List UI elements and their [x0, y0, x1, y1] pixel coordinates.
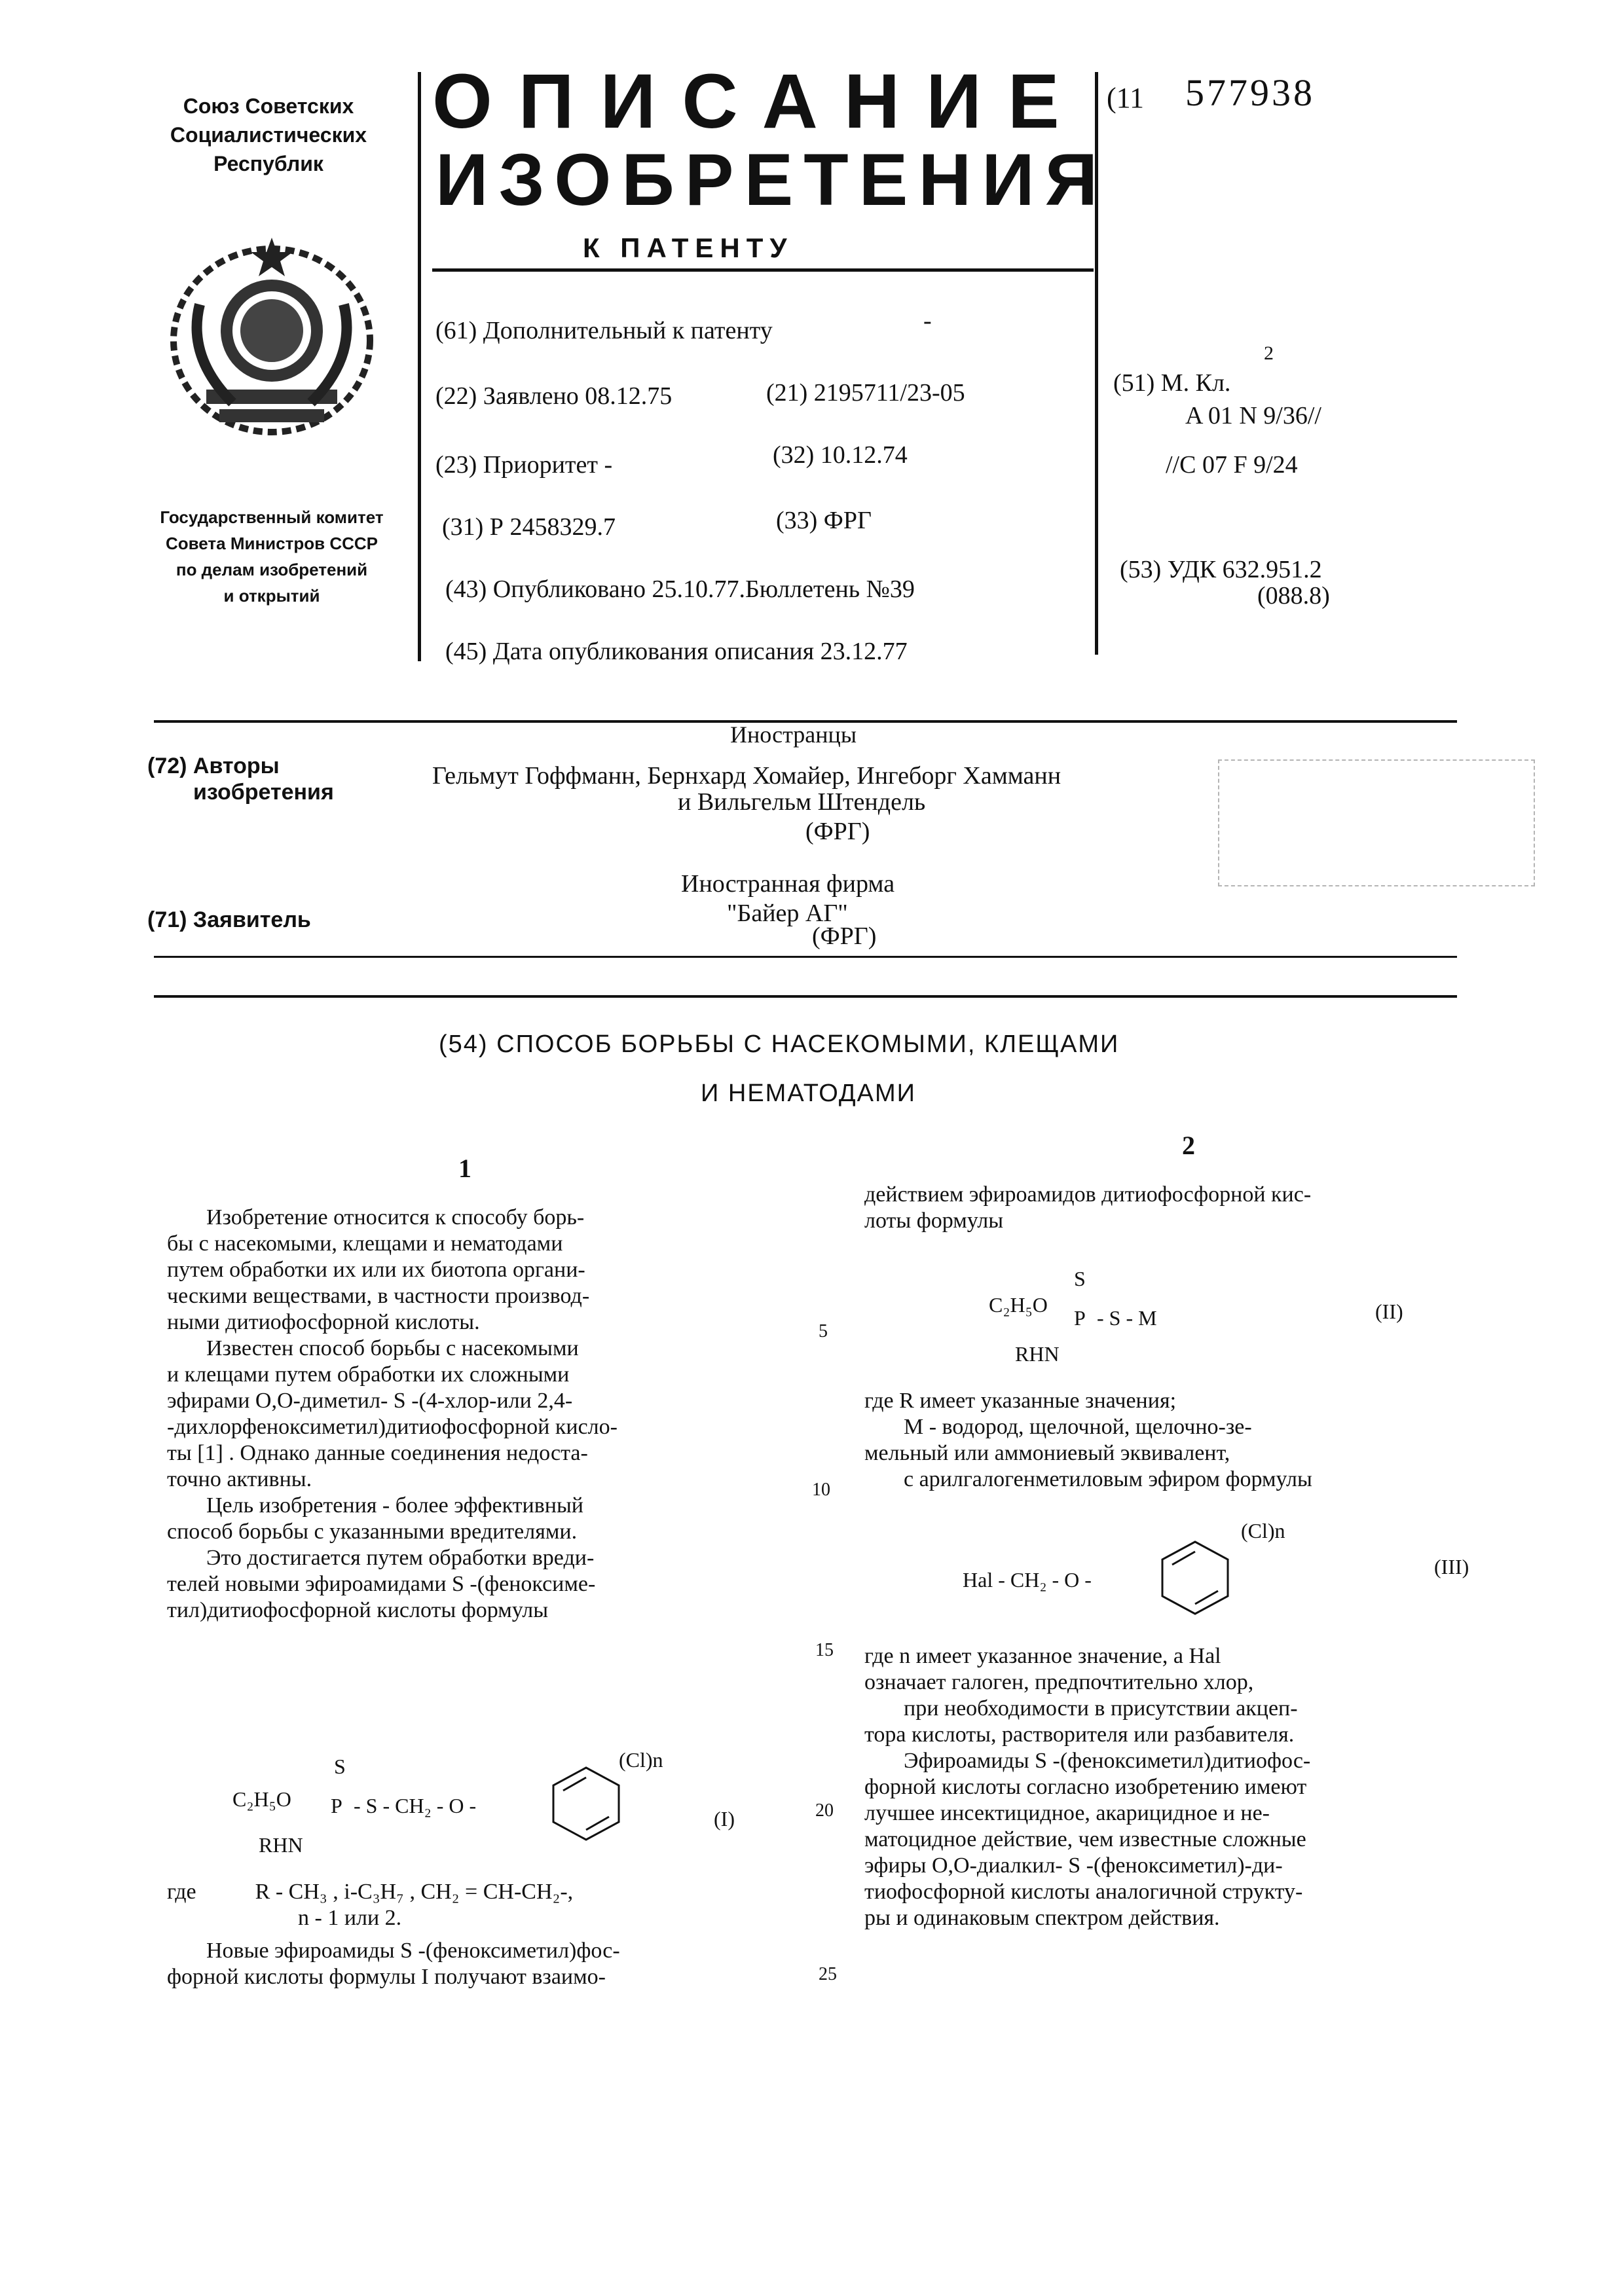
col1-line: Новые эфироамиды S -(феноксиметил)фос- — [206, 1939, 620, 1963]
union-line3: Республик — [213, 152, 323, 175]
applicant-note: Иностранная фирма — [681, 870, 895, 898]
col2-line: ры и одинаковым спектром действия. — [864, 1906, 1220, 1930]
col1-line: Это достигается путем обработки вреди- — [206, 1546, 595, 1570]
col2-line: M - водород, щелочной, щелочно-зе- — [904, 1415, 1252, 1439]
benzene-ring-icon — [1156, 1539, 1234, 1617]
col1-line: Изобретение относится к способу борь- — [206, 1205, 585, 1230]
col2-line: матоцидное действие, чем известные сложные — [864, 1827, 1306, 1851]
col1-line: эфирами О,О-диметил- S -(4-хлор-или 2,4- — [167, 1389, 573, 1413]
authors-label-2: изобретения — [193, 780, 334, 805]
col2-line: лоты формулы — [864, 1209, 1004, 1233]
col2-line: тора кислоты, растворителя или разбавителя. — [864, 1722, 1295, 1747]
formula-1-c2h5o: C₂H₅O — [232, 1787, 291, 1811]
col2-line: означает галоген, предпочтительно хлор, — [864, 1670, 1254, 1694]
applicant-firm: "Байер АГ" — [727, 900, 848, 927]
formula-3-label: (III) — [1434, 1555, 1469, 1578]
formula-2-p: P — [1074, 1306, 1086, 1330]
field-53: (53) УДК 632.951.2 — [1120, 556, 1322, 583]
applicant-label: (71) Заявитель — [147, 907, 311, 932]
field-51-class-a: A 01 N 9/36// — [1185, 402, 1321, 429]
col2-line: где n имеет указанное значение, а Hal — [864, 1644, 1221, 1668]
column-1-after — [167, 1879, 835, 1990]
formula-3-chain: Hal - CH₂ - O - — [963, 1568, 1092, 1592]
col1-line: и клещами путем обработки их сложными — [167, 1362, 570, 1387]
col2-line: эфиры О,О-диалкил- S -(феноксиметил)-ди- — [864, 1853, 1283, 1878]
doc-title-line1: ОПИСАНИЕ — [432, 58, 1086, 145]
field-51-class-b: //С 07 F 9/24 — [1166, 451, 1298, 479]
column-number-2: 2 — [1182, 1131, 1195, 1160]
col2-line: действием эфироамидов дитиофосфорной кис- — [864, 1182, 1312, 1207]
col2-line: мельный или аммониевый эквивалент, — [864, 1441, 1230, 1465]
formula-2-rhn: RHN — [1015, 1342, 1060, 1366]
formula-2-label: (II) — [1375, 1300, 1403, 1323]
field-31: (31) Р 2458329.7 — [442, 513, 616, 541]
formula-1 — [232, 1748, 756, 1866]
column-2-text-a — [864, 1182, 1532, 1234]
formula-3 — [963, 1519, 1486, 1630]
benzene-ring-icon — [547, 1764, 625, 1843]
col1-line: точно активны. — [167, 1467, 312, 1491]
committee-line4: и открытий — [223, 586, 320, 606]
formula-2-chain: - S - M — [1097, 1306, 1157, 1330]
authors-note: Иностранцы — [730, 721, 857, 748]
field-32: (32) 10.12.74 — [773, 441, 908, 469]
col1-line: тил)дитиофосфорной кислоты формулы — [167, 1598, 549, 1622]
committee-line3: по делам изобретений — [175, 560, 368, 579]
rule-mid — [154, 956, 1457, 958]
authors-label-1: (72) Авторы — [147, 754, 280, 778]
col1-line: телей новыми эфироамидами S -(феноксиме- — [167, 1572, 596, 1596]
field-43: (43) Опубликовано 25.10.77.Бюллетень №39 — [445, 575, 915, 603]
formula-1-cln: (Cl)n — [619, 1748, 663, 1772]
line-number: 15 — [815, 1640, 834, 1660]
applicant-country: (ФРГ) — [812, 922, 877, 950]
ussr-emblem-icon — [160, 226, 383, 442]
col2-line: тиофосфорной кислоты аналогичной структу- — [864, 1880, 1303, 1904]
field-61: (61) Дополнительный к патенту — [435, 317, 773, 344]
field-51-superscript: 2 — [1264, 342, 1274, 364]
authors-names-2: и Вильгельм Штендель — [678, 788, 926, 816]
col1-line: ными дитиофосфорной кислоты. — [167, 1310, 480, 1334]
formula-2-s: S — [1074, 1267, 1086, 1290]
authors-names-1: Гельмут Гоффманн, Бернхард Хомайер, Ингеборг Хамманн — [432, 762, 1061, 790]
col2-line: при необходимости в присутствии акцеп- — [904, 1696, 1298, 1721]
line-number: 5 — [819, 1321, 828, 1341]
committee-line2: Совета Министров СССР — [166, 534, 378, 553]
field-33: (33) ФРГ — [776, 507, 872, 534]
column-1-text — [167, 1205, 835, 1624]
where-label: где — [167, 1880, 196, 1904]
col1-line: способ борьбы с указанными вредителями. — [167, 1520, 578, 1544]
col1-line: ты [1] . Однако данные соединения недоста- — [167, 1441, 588, 1465]
line-number: 10 — [812, 1480, 830, 1500]
col1-line: Цель изобретения - более эффективный — [206, 1493, 583, 1518]
col2-line: Эфироамиды S -(феноксиметил)дитиофос- — [904, 1749, 1311, 1773]
formula-1-chain: - S - CH₂ - O - — [354, 1794, 477, 1817]
field-21: (21) 2195711/23-05 — [766, 379, 965, 407]
col2-line: с арилгалогенметиловым эфиром формулы — [904, 1467, 1312, 1491]
column-number-1: 1 — [458, 1154, 471, 1183]
formula-1-label: (I) — [714, 1807, 735, 1831]
committee-line1: Государственный комитет — [160, 507, 384, 527]
formula-2-c2h5o: C₂H₅O — [989, 1293, 1048, 1317]
line-number: 25 — [819, 1964, 837, 1984]
col1-line: -дихлорфеноксиметил)дитиофосфорной кисло- — [167, 1415, 618, 1439]
formula-1-s: S — [334, 1755, 346, 1778]
col2-line: лучшее инсектицидное, акарицидное и не- — [864, 1801, 1270, 1825]
union-name — [131, 92, 406, 178]
title-rule — [432, 268, 1094, 272]
authors-country: (ФРГ) — [805, 818, 870, 845]
patent-number-label: (11 — [1107, 82, 1145, 114]
formula-1-p: P — [331, 1794, 342, 1817]
formula-1-rhn: RHN — [259, 1833, 303, 1857]
doc-subtitle: К ПАТЕНТУ — [583, 232, 794, 263]
col1-line: форной кислоты формулы I получают взаимо- — [167, 1965, 606, 1989]
union-line1: Союз Советских — [183, 94, 354, 118]
line-number: 20 — [815, 1800, 834, 1821]
doc-title-line2: ИЗОБРЕТЕНИЯ — [435, 139, 1109, 221]
patent-number: 577938 — [1185, 71, 1315, 114]
formula-3-cln: (Cl)n — [1241, 1519, 1285, 1542]
r-definition: R - CH₃ , i-C₃H₇ , CH₂ = CH-CH₂-, — [255, 1880, 574, 1904]
invention-title-line2: И НЕМАТОДАМИ — [701, 1080, 916, 1107]
field-53-b: (088.8) — [1257, 582, 1330, 610]
field-61-value: - — [923, 307, 932, 335]
library-stamp — [1218, 759, 1535, 886]
field-22: (22) Заявлено 08.12.75 — [435, 382, 673, 410]
formula-2 — [989, 1267, 1500, 1378]
committee-name — [134, 504, 409, 609]
rule-bottom — [154, 995, 1457, 998]
union-line2: Социалистических — [170, 123, 367, 147]
field-45: (45) Дата опубликования описания 23.12.77 — [445, 638, 908, 665]
col1-line: бы с насекомыми, клещами и нематодами — [167, 1231, 563, 1256]
col1-line: ческими веществами, в частности производ- — [167, 1284, 590, 1308]
col1-line: Известен способ борьбы с насекомыми — [206, 1336, 579, 1360]
column-2-text-c — [864, 1643, 1532, 1931]
field-51: (51) М. Кл. — [1113, 369, 1231, 397]
divider-left — [418, 72, 421, 661]
field-23: (23) Приоритет - — [435, 451, 613, 479]
n-definition: n - 1 или 2. — [298, 1906, 402, 1930]
col1-line: путем обработки их или их биотопа органи- — [167, 1258, 585, 1282]
col2-line: где R имеет указанные значения; — [864, 1389, 1177, 1413]
column-2-text-b — [864, 1388, 1532, 1493]
col2-line: форной кислоты согласно изобретению имеют — [864, 1775, 1307, 1799]
invention-title-line1: (54) СПОСОБ БОРЬБЫ С НАСЕКОМЫМИ, КЛЕЩАМИ — [439, 1030, 1120, 1058]
